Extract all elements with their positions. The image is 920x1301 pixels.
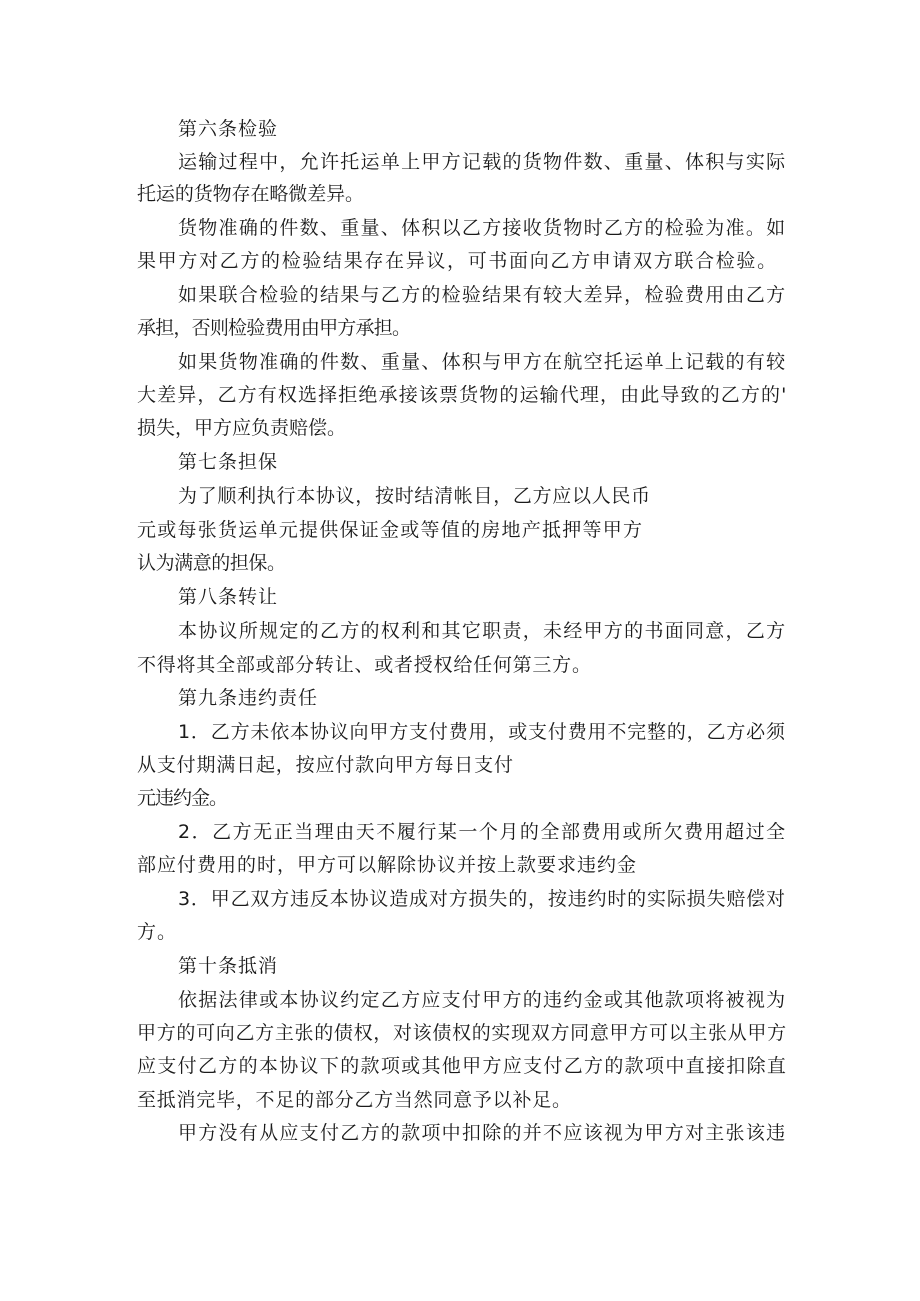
paragraph-line: 本协议所规定的乙方的权利和其它职责，未经甲方的书面同意，乙方 xyxy=(178,620,787,642)
section-heading: 第八条转让 xyxy=(178,586,279,608)
paragraph-line: 3．甲乙双方违反本协议造成对方损失的，按违约时的实际损失赔偿对 xyxy=(178,888,786,910)
paragraph-line: 如果货物准确的件数、重量、体积与甲方在航空托运单上记载的有较 xyxy=(178,351,787,373)
paragraph-line: 从支付期满日起，按应付款向甲方每日支付 xyxy=(137,754,514,776)
paragraph-line: 依据法律或本协议约定乙方应支付甲方的违约金或其他款项将被视为 xyxy=(178,989,787,1011)
paragraph-line: 元或每张货运单元提供保证金或等值的房地产抵押等甲方 xyxy=(137,519,644,541)
paragraph-line: 甲方没有从应支付乙方的款项中扣除的并不应该视为甲方对主张该违 xyxy=(178,1122,787,1144)
paragraph-line: 运输过程中，允许托运单上甲方记载的货物件数、重量、体积与实际 xyxy=(178,151,787,173)
paragraph-line: 元违约金。 xyxy=(137,787,228,809)
section-heading: 第六条检验 xyxy=(178,118,279,140)
paragraph-line: 认为满意的担保。 xyxy=(137,552,286,574)
paragraph-line: 应支付乙方的本协议下的款项或其他甲方应支付乙方的款项中直接扣除直 xyxy=(137,1055,788,1077)
section-heading: 第十条抵消 xyxy=(178,955,279,977)
paragraph-line: 果甲方对乙方的检验结果存在异议，可书面向乙方申请双方联合检验。 xyxy=(137,250,778,272)
paragraph-line: 部应付费用的时，甲方可以解除协议并按上款要求违约金 xyxy=(137,854,638,876)
paragraph-line: 如果联合检验的结果与乙方的检验结果有较大差异，检验费用由乙方 xyxy=(178,284,787,306)
paragraph-line: 承担，否则检验费用由甲方承担。 xyxy=(137,317,411,339)
paragraph-line: 不得将其全部或部分转让、或者授权给任何第三方。 xyxy=(137,654,592,676)
paragraph-line: 2．乙方无正当理由天不履行某一个月的全部费用或所欠费用超过全 xyxy=(178,821,787,843)
section-heading: 第九条违约责任 xyxy=(178,687,319,709)
paragraph-line: 甲方的可向乙方主张的债权，对该债权的实现双方同意甲方可以主张从甲方 xyxy=(137,1022,787,1044)
paragraph-line: 至抵消完毕，不足的部分乙方当然同意予以补足。 xyxy=(137,1089,572,1111)
paragraph-line: 1．乙方未依本协议向甲方支付费用，或支付费用不完整的，乙方必须 xyxy=(178,721,786,743)
section-heading: 第七条担保 xyxy=(178,451,279,473)
paragraph-line: 为了顺利执行本协议，按时结清帐目，乙方应以人民币 xyxy=(178,485,651,507)
paragraph-line: 货物准确的件数、重量、体积以乙方接收货物时乙方的检验为准。如 xyxy=(178,217,787,239)
paragraph-line: 大差异，乙方有权选择拒绝承接该票货物的运输代理，由此导致的乙方的' xyxy=(137,384,788,406)
paragraph-line: 损失，甲方应负责赔偿。 xyxy=(137,417,347,439)
paragraph-line: 托运的货物存在略微差异。 xyxy=(137,183,364,205)
paragraph-line: 方。 xyxy=(137,921,178,943)
